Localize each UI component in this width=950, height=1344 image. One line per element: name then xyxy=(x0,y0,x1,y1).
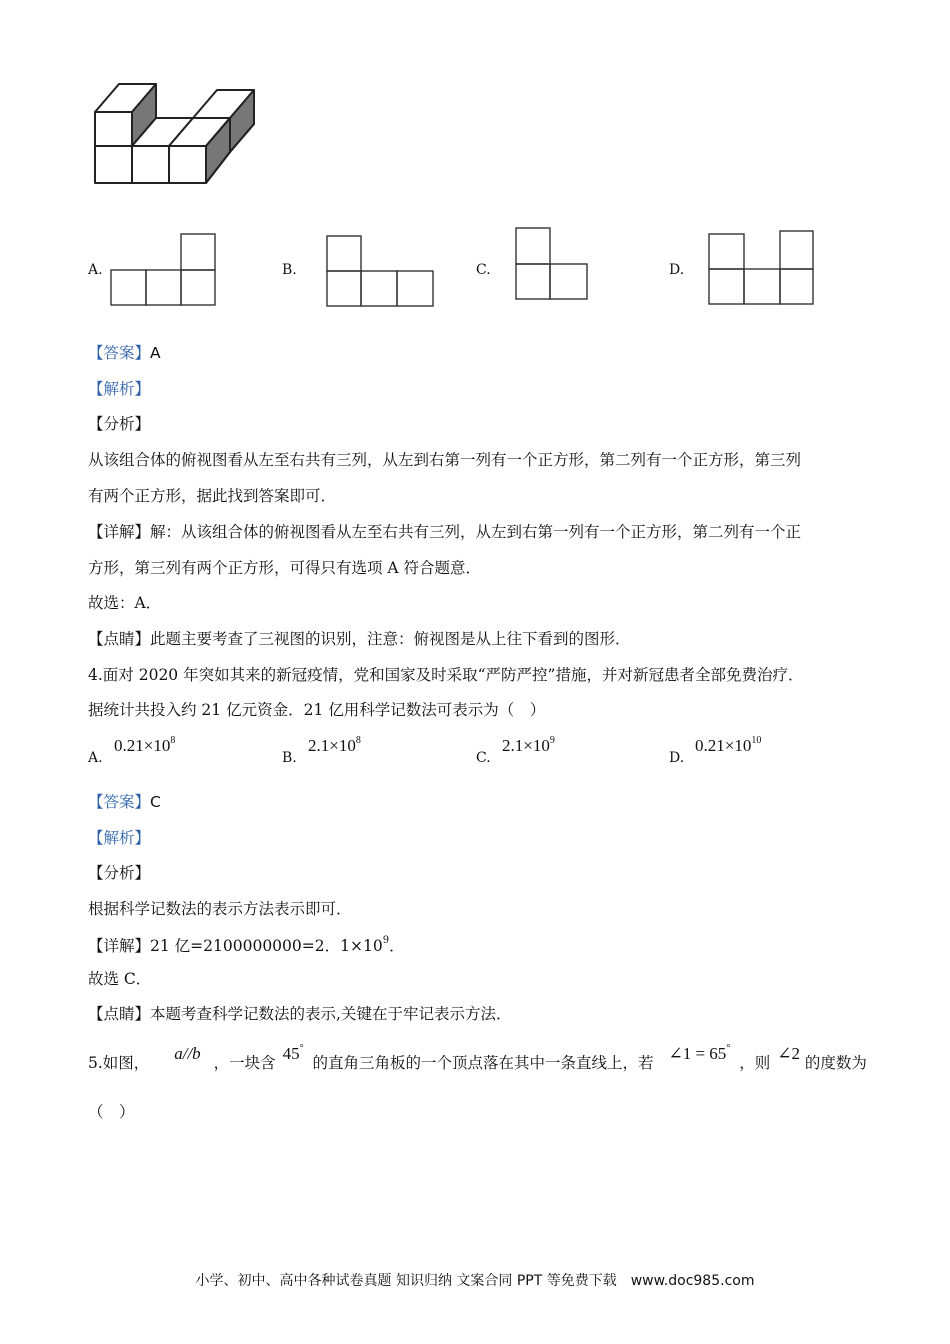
q5-math-cond xyxy=(668,1044,730,1063)
mantissa: 0.21×10 xyxy=(114,736,171,755)
option-value xyxy=(502,735,555,756)
q4-option-c xyxy=(476,733,656,773)
q4-stem-line1: 4.面对 2020 年突如其来的新冠疫情，党和国家及时采取“严防严控”措施，并对新冠患者全部免费治疗． xyxy=(88,666,804,684)
q5-math-parallel: a//b xyxy=(174,1044,201,1063)
q5-bracket: （ ） xyxy=(88,1103,135,1121)
dianjing-tag: 【点睛】 xyxy=(88,630,151,648)
q3-option-d-label: D. xyxy=(669,262,685,278)
q3-answer-line xyxy=(88,344,161,363)
q4-dianjing-line xyxy=(88,1005,511,1024)
xiangjie-text: 解：从该组合体的俯视图看从左至右共有三列，从左到右第一列有一个正方形，第二列有一个正 xyxy=(150,523,802,541)
option-value xyxy=(114,735,175,756)
option-label: C. xyxy=(476,750,491,766)
q5-part3: 的直角三角板的一个顶点落在其中一条直线上，若 xyxy=(312,1054,654,1072)
exponent: 10 xyxy=(751,735,762,746)
degree-mark: ° xyxy=(299,1043,304,1054)
answer-tag: 【答案】 xyxy=(88,793,151,811)
option-label: D. xyxy=(669,750,685,766)
page-footer: 小学、初中、高中各种试卷真题 知识归纳 文案合同 PPT 等免费下载 www.doc985.com xyxy=(195,1273,755,1289)
q3-option-c-label: C. xyxy=(476,262,491,278)
exponent: 8 xyxy=(355,735,361,746)
exponent: 8 xyxy=(170,735,176,746)
q5-math-q: ∠2 xyxy=(777,1044,800,1063)
answer-tag: 【答案】 xyxy=(88,344,151,362)
exponent: 9 xyxy=(549,735,555,746)
q5-math-angle xyxy=(283,1044,304,1063)
q3-fenxi-line1: 从该组合体的俯视图看从左至右共有三列，从左到右第一列有一个正方形，第二列有一个正方形，第三列 xyxy=(88,451,802,469)
option-value xyxy=(308,735,361,756)
xiangjie-text: 21 亿=2100000000=2．1×10 xyxy=(150,937,383,955)
q3-option-a-label: A. xyxy=(88,262,103,278)
q4-xiangjie-line xyxy=(88,935,405,956)
condition-value: ∠1 = 65 xyxy=(668,1044,727,1063)
option-label: B. xyxy=(282,750,297,766)
q3-fenxi-tag: 【分析】 xyxy=(88,415,151,433)
q3-jiexi-tag: 【解析】 xyxy=(88,380,151,398)
mantissa: 2.1×10 xyxy=(502,736,550,755)
q4-option-a xyxy=(88,733,268,773)
xiangjie-tag: 【详解】 xyxy=(88,523,151,541)
answer-value: C xyxy=(150,793,161,811)
q3-dianjing-line xyxy=(88,630,631,649)
angle-value: 45 xyxy=(282,1044,300,1063)
q3-option-d-figure xyxy=(0,0,950,320)
xiangjie-tag: 【详解】 xyxy=(88,937,151,955)
q4-jiexi-tag: 【解析】 xyxy=(88,829,151,847)
q4-choice: 故选 C． xyxy=(88,970,152,988)
answer-value: A xyxy=(150,344,161,362)
q3-fenxi-line2: 有两个正方形，据此找到答案即可． xyxy=(88,487,337,505)
option-label: A. xyxy=(88,750,103,766)
dianjing-text: 此题主要考查了三视图的识别，注意：俯视图是从上往下看到的图形． xyxy=(150,630,631,648)
mantissa: 0.21×10 xyxy=(695,736,752,755)
q3-option-b-label: B. xyxy=(282,262,297,278)
q5-part2: ，一块含 xyxy=(213,1054,276,1072)
q3-xiangjie-line1 xyxy=(88,523,801,542)
q4-fenxi-text: 根据科学记数法的表示方法表示即可． xyxy=(88,900,352,918)
xiangjie-exponent: 9 xyxy=(382,935,390,946)
q5-part5: 的度数为 xyxy=(804,1054,867,1072)
q4-option-d xyxy=(669,733,869,773)
q3-choice: 故选：A． xyxy=(88,594,162,612)
q5-stem-line1 xyxy=(88,1043,867,1077)
q4-stem-line2: 据统计共投入约 21 亿元资金．21 亿用科学记数法可表示为（ ） xyxy=(88,701,546,719)
q5-part4: ，则 xyxy=(739,1054,771,1072)
q4-fenxi-tag: 【分析】 xyxy=(88,864,151,882)
dianjing-text: 本题考查科学记数法的表示,关键在于牢记表示方法． xyxy=(150,1005,512,1023)
option-value xyxy=(695,735,761,756)
q5-part1: 5.如图， xyxy=(88,1054,150,1072)
degree-mark: ° xyxy=(726,1043,731,1054)
q3-xiangjie-line2: 方形，第三列有两个正方形，可得只有选项 A 符合题意． xyxy=(88,559,482,577)
q4-answer-line xyxy=(88,793,161,812)
dianjing-tag: 【点睛】 xyxy=(88,1005,151,1023)
q4-option-b xyxy=(282,733,462,773)
mantissa: 2.1×10 xyxy=(308,736,356,755)
xiangjie-end: ． xyxy=(389,937,405,955)
